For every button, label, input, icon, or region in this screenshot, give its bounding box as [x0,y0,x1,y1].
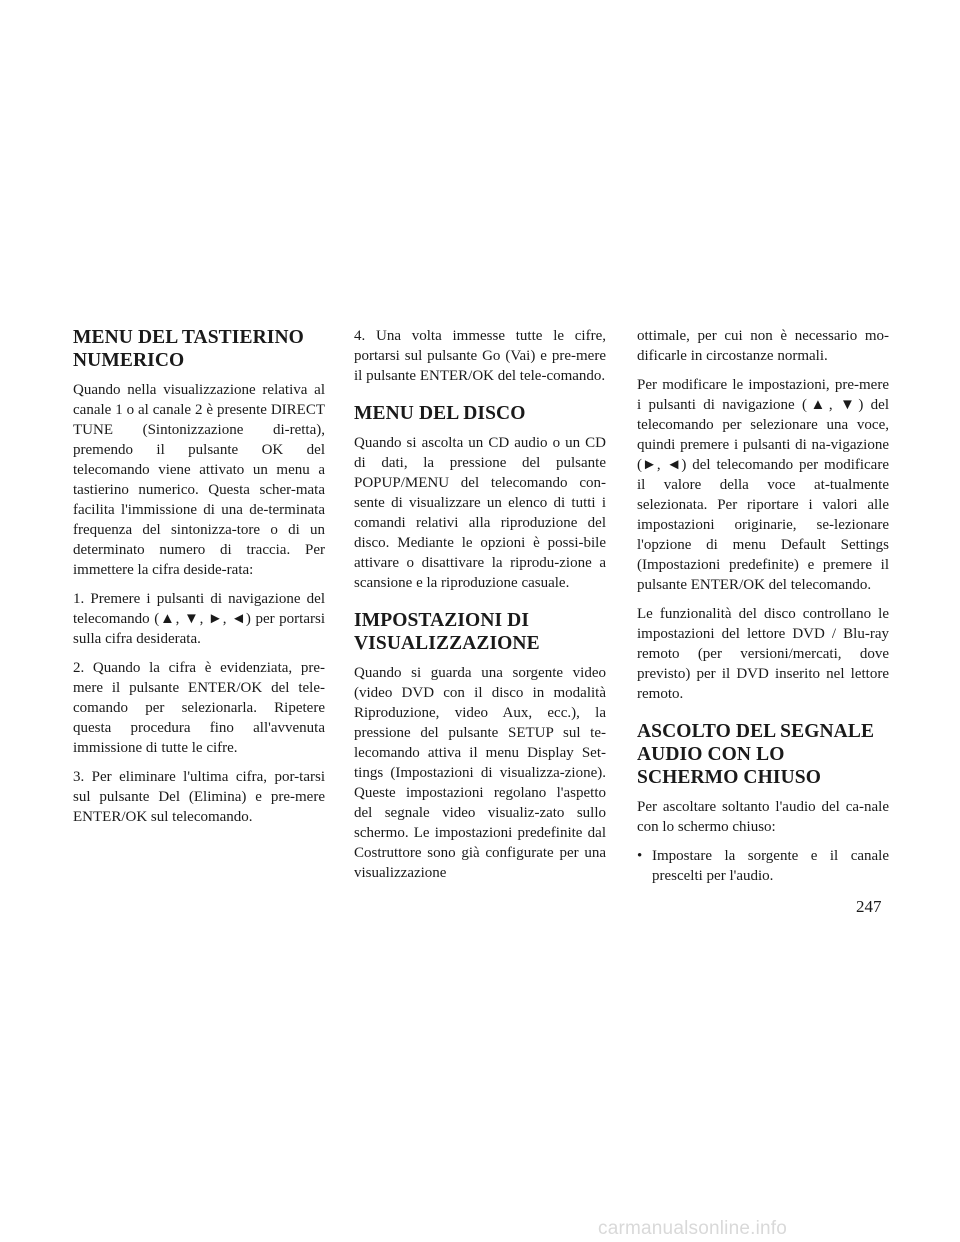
paragraph: Quando si guarda una sorgente video (video DVD con il disco in modalità Riproduzione, video Aux, ecc.), la pressione del pulsante SETUP sul te-lecomando attiva il menu Display Set-tings (Impostazioni di visualizza-zione). Queste impostazioni regolano l'aspetto del segnale video visualiz-zato sullo schermo. Le impostazioni predefinite dal Costruttore sono già configurate per una visualizzazione [354,665,606,881]
paragraph-step-4: 4. Una volta immesse tutte le cifre, portarsi sul pulsante Go (Vai) e pre-mere il pulsante ENTER/OK del tele-comando. [354,328,606,384]
list-item: • Impostare la sorgente e il canale prescelti per l'audio. [637,846,889,886]
watermark-text: carmanualsonline.info [598,1218,788,1239]
paragraph: Quando nella visualizzazione relativa al canale 1 o al canale 2 è presente DIRECT TUNE (Sintonizzazione di-retta), premendo il pulsante OK del telecomando viene attivato un menu a tastierino numerico. Questa scher-mata facilita l'immissione di una de-terminata frequenza del sintonizza-tore o di un determinato numero di traccia. Per immettere la cifra deside-rata: [73,382,325,578]
bullet-list [637,846,889,886]
paragraph: Per ascoltare soltanto l'audio del ca-nale con lo schermo chiuso: [637,799,889,835]
paragraph-step-1: 1. Premere i pulsanti di navigazione del telecomando (▲, ▼, ►, ◄) per portarsi sulla cifra desiderata. [73,591,325,647]
column-2 [354,326,606,892]
paragraph: Le funzionalità del disco controllano le impostazioni del lettore DVD / Blu-ray remoto (per versioni/mercati, dove previsto) per il DVD inserito nel lettore remoto. [637,606,889,702]
section-heading-ascolto: ASCOLTO DEL SEGNALE AUDIO CON LO SCHERMO CHIUSO [637,721,875,788]
page-number: 247 [856,897,882,916]
paragraph-step-3: 3. Per eliminare l'ultima cifra, por-tarsi sul pulsante Del (Elimina) e pre-mere ENTER/OK sul telecomando. [73,769,325,825]
paragraph-step-2: 2. Quando la cifra è evidenziata, pre-mere il pulsante ENTER/OK del tele-comando per selezionarla. Ripetere questa procedura fino all'avvenuta immissione di tutte le cifre. [73,660,325,756]
column-3 [637,326,889,886]
paragraph: ottimale, per cui non è necessario mo-dificarle in circostanze normali. [637,328,889,364]
section-heading-impostazioni: IMPOSTAZIONI DI VISUALIZZAZIONE [354,610,540,654]
section-heading-tastierino: MENU DEL TASTIERINO NUMERICO [73,327,304,371]
paragraph: Per modificare le impostazioni, pre-mere i pulsanti di navigazione (▲, ▼) del telecomando per selezionare una voce, quindi premere i pulsanti di na-vigazione (►, ◄) del telecomando per modificare il valore della voce at-tualmente selezionata. Per riportare i valori alle impostazioni originarie, se-lezionare l'opzione di menu Default Settings (Impostazioni predefinite) e premere il pulsante ENTER/OK del telecomando. [637,377,889,593]
section-heading-disco: MENU DEL DISCO [354,403,526,424]
paragraph: Quando si ascolta un CD audio o un CD di dati, la pressione del pulsante POPUP/MENU del telecomando con-sente di visualizzare un elenco di tutti i comandi relativi alla riproduzione del disco. Mediante le opzioni è possi-bile attivare o disattivare la riprodu-zione a scansione e la riproduzione casuale. [354,435,606,591]
column-1 [73,326,325,836]
